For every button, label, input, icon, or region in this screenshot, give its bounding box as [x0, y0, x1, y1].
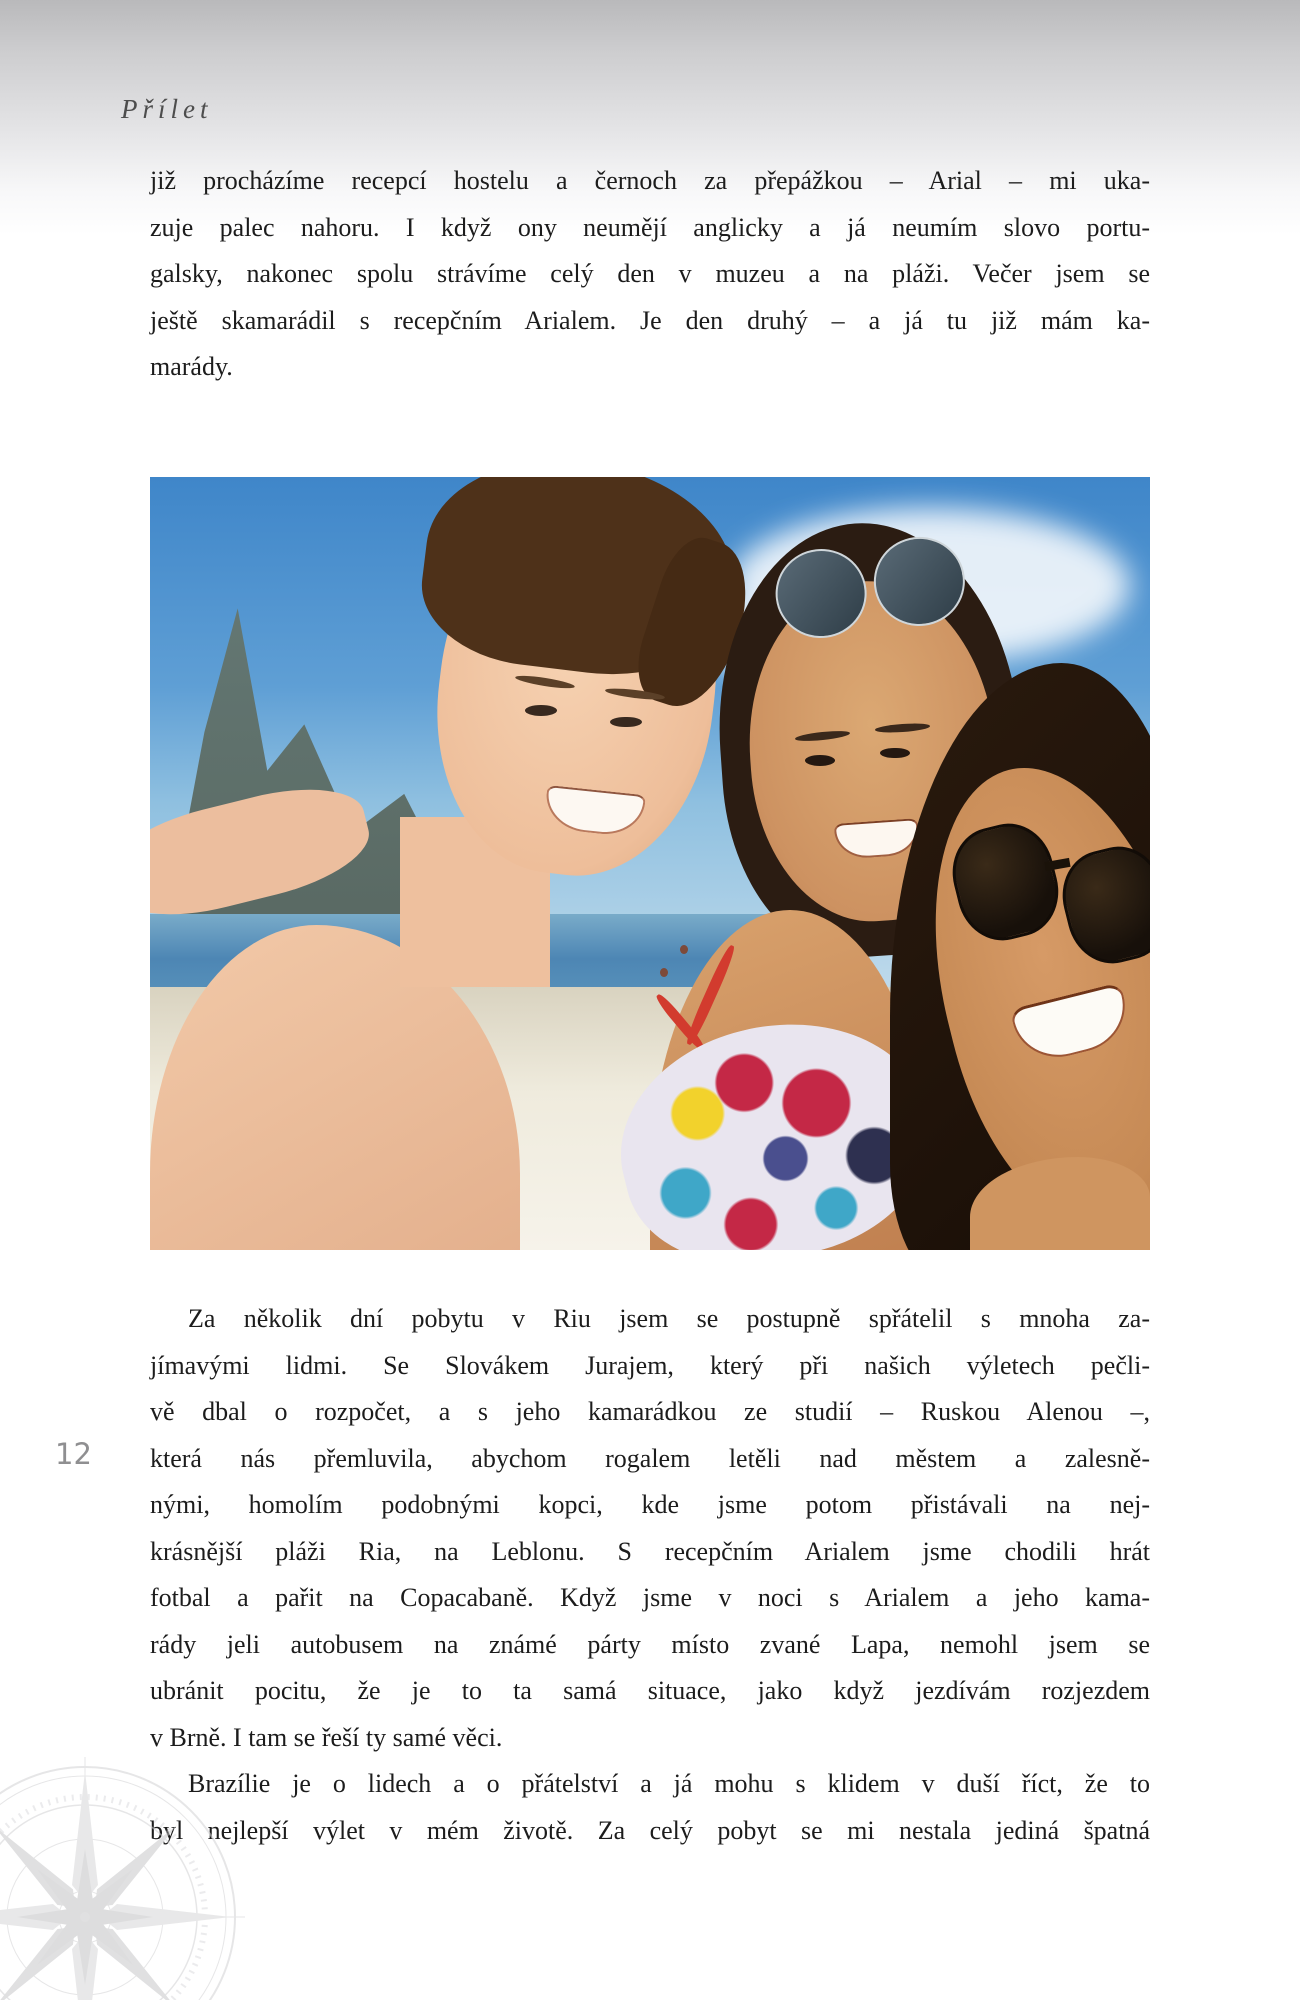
text-line: zuje palec nahoru. I když ony neumějí anglicky a já neumím slovo portu-	[150, 212, 1150, 242]
text-line: jímavými lidmi. Se Slovákem Jurajem, který při našich výletech pečli-	[150, 1350, 1150, 1380]
compass-rose-watermark	[0, 1757, 245, 2000]
paragraph-2	[150, 1296, 1150, 1761]
text-line: vě dbal o rozpočet, a s jeho kamarádkou ze studií – Ruskou Alenou –,	[150, 1397, 1150, 1426]
text-line: v Brně. I tam se řeší ty samé věci.	[150, 1722, 503, 1752]
chapter-header: Přílet	[121, 94, 213, 124]
text-line: nými, homolím podobnými kopci, kde jsme potom přistávali na nej-	[150, 1490, 1150, 1519]
page-number: 12	[55, 1437, 92, 1471]
text-line: ještě skamarádil s recepčním Arialem. Je den druhý – a já tu již mám ka-	[150, 305, 1150, 335]
text-line: již procházíme recepcí hostelu a černoch za přepážkou – Arial – mi uka-	[150, 166, 1150, 195]
text-line: Za několik dní pobytu v Riu jsem se postupně spřátelil s mnoha za-	[188, 1304, 1150, 1333]
beach-selfie-photo	[150, 477, 1150, 1250]
text-line: ubránit pocitu, že je to ta samá situace, jako když jezdívám rozjezdem	[150, 1676, 1150, 1705]
text-line: galsky, nakonec spolu strávíme celý den v muzeu a na pláži. Večer jsem se	[150, 259, 1150, 288]
man-eye	[525, 705, 557, 716]
photo-swimmer	[680, 945, 688, 954]
text-line: byl nejlepší výlet v mém životě. Za celý pobyt se mi nestala jediná špatná	[150, 1815, 1150, 1845]
text-line: která nás přemluvila, abychom rogalem letěli nad městem a zalesně-	[150, 1443, 1150, 1473]
text-line: Brazílie je o lidech a o přátelství a já mohu s klidem v duší říct, že to	[188, 1769, 1150, 1798]
paragraph-1	[150, 158, 1150, 391]
text-line: krásnější pláži Ria, na Leblonu. S recepčním Arialem jsme chodili hrát	[150, 1536, 1150, 1566]
middle-woman-eye	[805, 755, 835, 766]
photo-swimmer	[660, 968, 668, 977]
text-line: rády jeli autobusem na známé párty místo zvané Lapa, nemohl jsem se	[150, 1629, 1150, 1659]
text-line: fotbal a pařit na Copacabaně. Když jsme v noci s Arialem a jeho kama-	[150, 1583, 1150, 1612]
text-line: marády.	[150, 352, 233, 381]
body-text	[150, 1296, 1150, 1854]
paragraph-3	[150, 1761, 1150, 1854]
